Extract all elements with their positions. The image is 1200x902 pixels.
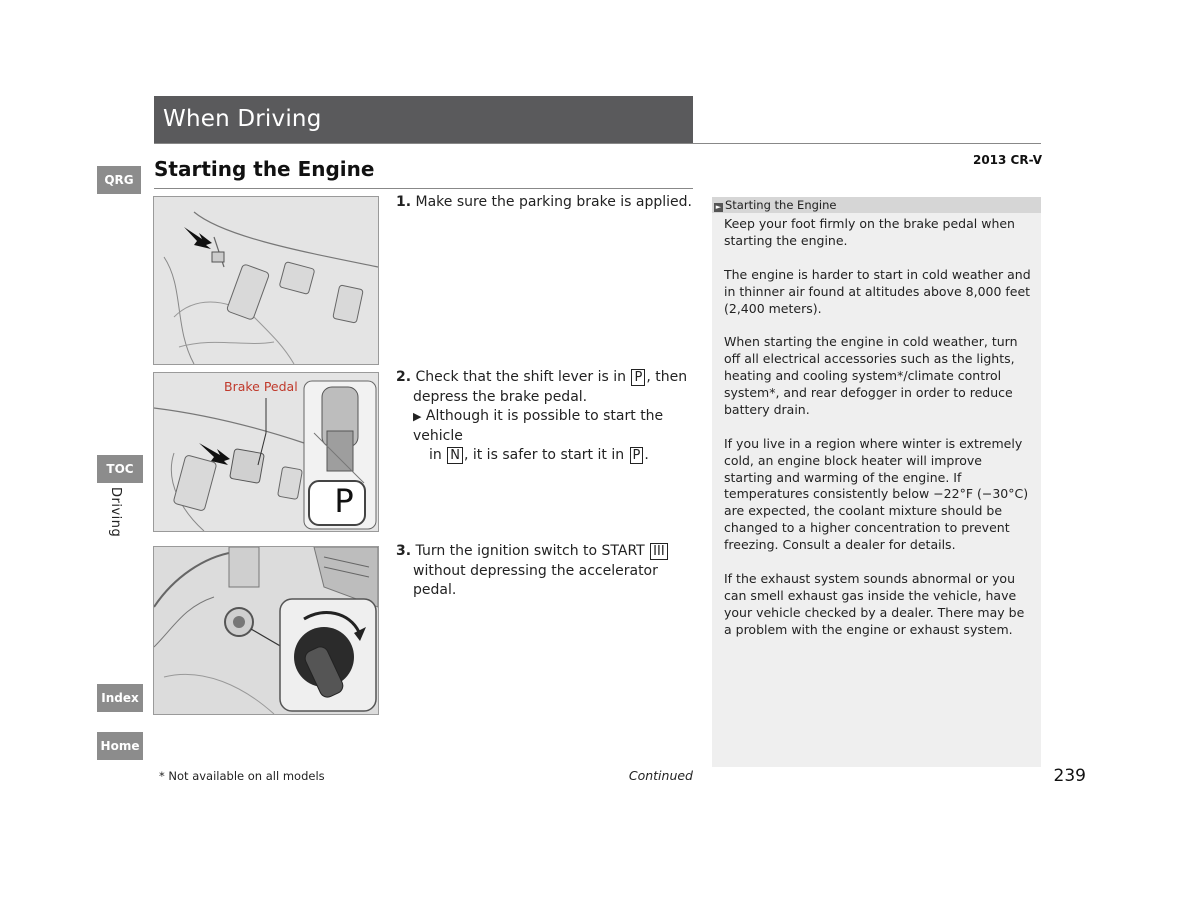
step-subnote (396, 407, 696, 466)
continued-label: Continued (628, 768, 693, 783)
step-number: 1. (396, 194, 412, 210)
chapter-label: Driving (108, 487, 123, 538)
shift-key-p: P (631, 369, 645, 386)
reference-arrow-icon: ► (715, 203, 722, 211)
title-divider (154, 188, 693, 189)
ignition-key-start: III (650, 543, 668, 560)
note-paragraph: If you live in a region where winter is extremely cold, an engine block heater will improve starting and warming of the engine. If temperatures consistently below −22°F (−30°C) are expected, the coolant mixture should be changed to a higher concentration to prevent freezing. Consult a dealer for details. (724, 435, 1029, 553)
step-3 (396, 542, 696, 601)
note-heading-text: Starting the Engine (725, 198, 837, 212)
subnote-text: in (429, 447, 442, 463)
note-heading (712, 197, 1041, 213)
step-text: depress the brake pedal. (413, 388, 588, 405)
step-number: 3. (396, 543, 412, 559)
triangle-bullet-icon: ▶ (413, 410, 422, 423)
note-paragraph: If the exhaust system sounds abnormal or you can smell exhaust gas inside the vehicle, have your vehicle checked by a dealer. There may be a problem with the engine or exhaust system. (724, 570, 1025, 637)
note-paragraph: Keep your foot firmly on the brake pedal when starting the engine. (724, 216, 1015, 248)
subnote-text: , it is safer to start it in (463, 447, 625, 463)
model-label: 2013 CR-V (972, 153, 1042, 167)
header-divider (154, 143, 1041, 144)
home-tab[interactable]: Home (97, 732, 143, 760)
brake-pedal-label: Brake Pedal (224, 379, 298, 394)
section-title: When Driving (154, 96, 693, 143)
subnote-text: Although it is possible to start the vehicle (413, 408, 664, 444)
step-2 (396, 368, 696, 466)
step-text: Check that the shift lever is in (415, 369, 627, 385)
ignition-switch-illustration (153, 546, 379, 715)
note-paragraph: The engine is harder to start in cold weather and in thinner air found at altitudes above 8,000 feet (2,400 meters). (724, 266, 1031, 316)
step-text: , then (646, 369, 688, 385)
shift-position-label: P (334, 482, 354, 520)
shift-key-n: N (447, 447, 463, 464)
page-number: 239 (1053, 766, 1086, 786)
step-number: 2. (396, 369, 412, 385)
page-title: Starting the Engine (154, 157, 375, 181)
subnote-text: . (644, 447, 649, 463)
index-tab[interactable]: Index (97, 684, 143, 712)
note-body (724, 216, 1032, 655)
note-paragraph: When starting the engine in cold weather, turn off all electrical accessories such as the lights, heating and cooling system*/climate control system*, and rear defogger in order to reduce battery drain. (724, 334, 1018, 417)
step-text: Make sure the parking brake is applied. (415, 194, 692, 210)
step-text: Turn the ignition switch to START (415, 543, 645, 559)
toc-tab[interactable]: TOC (97, 455, 143, 483)
parking-brake-illustration (153, 196, 379, 365)
qrg-tab[interactable]: QRG (97, 166, 141, 194)
step-1 (396, 193, 696, 213)
footnote: * Not available on all models (159, 769, 325, 783)
step-text: without depressing the accelerator pedal. (413, 562, 658, 598)
shift-key-p: P (630, 447, 644, 464)
